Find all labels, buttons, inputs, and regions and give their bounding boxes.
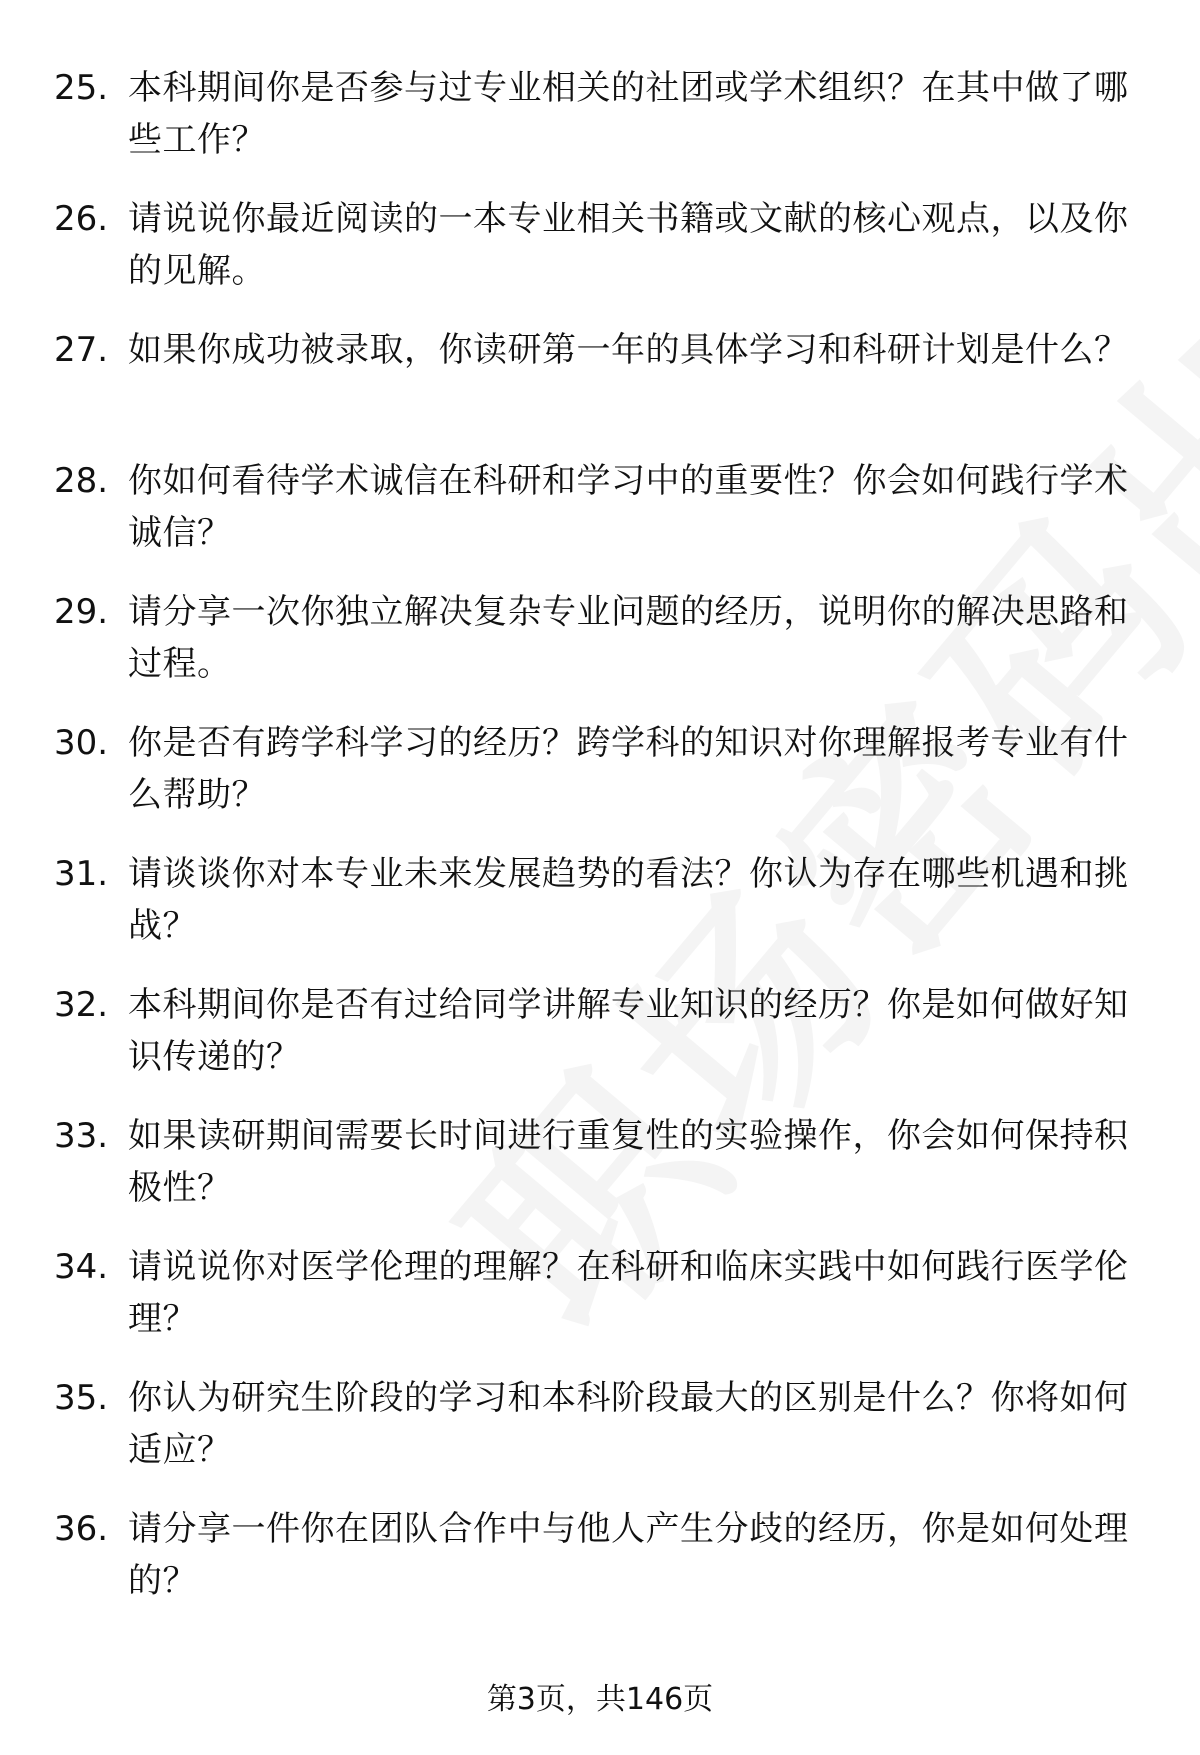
question-text: 本科期间你是否有过给同学讲解专业知识的经历？你是如何做好知识传递的？ [128, 985, 1129, 1077]
question-text: 请分享一次你独立解决复杂专业问题的经历，说明你的解决思路和过程。 [128, 592, 1129, 684]
question-item [0, 848, 1200, 979]
question-item [0, 586, 1200, 717]
question-number: 26. [54, 199, 109, 239]
question-text: 如果读研期间需要长时间进行重复性的实验操作，你会如何保持积极性？ [128, 1116, 1129, 1208]
question-item [0, 717, 1200, 848]
question-item [0, 1503, 1200, 1634]
question-item [0, 455, 1200, 586]
question-text: 你如何看待学术诚信在科研和学习中的重要性？你会如何践行学术诚信？ [128, 461, 1129, 553]
question-number: 30. [54, 723, 109, 763]
question-number: 31. [54, 854, 109, 894]
question-number: 25. [54, 68, 109, 108]
question-text: 请说说你最近阅读的一本专业相关书籍或文献的核心观点，以及你的见解。 [128, 199, 1129, 291]
question-number: 34. [54, 1247, 109, 1287]
question-number: 27. [54, 330, 109, 370]
question-text: 请谈谈你对本专业未来发展趋势的看法？你认为存在哪些机遇和挑战？ [128, 854, 1129, 946]
question-text: 请说说你对医学伦理的理解？在科研和临床实践中如何践行医学伦理？ [128, 1247, 1129, 1339]
question-text: 请分享一件你在团队合作中与他人产生分歧的经历，你是如何处理的？ [128, 1509, 1129, 1601]
question-item [0, 324, 1200, 455]
question-item [0, 62, 1200, 193]
question-text: 本科期间你是否参与过专业相关的社团或学术组织？在其中做了哪些工作？ [128, 68, 1129, 160]
question-number: 28. [54, 461, 109, 501]
question-item [0, 193, 1200, 324]
question-item [0, 1110, 1200, 1241]
question-text: 你认为研究生阶段的学习和本科阶段最大的区别是什么？你将如何适应？ [128, 1378, 1129, 1470]
question-number: 33. [54, 1116, 109, 1156]
question-list [0, 62, 1200, 1634]
question-text: 你是否有跨学科学习的经历？跨学科的知识对你理解报考专业有什么帮助？ [128, 723, 1129, 815]
question-item [0, 1241, 1200, 1372]
question-item [0, 1372, 1200, 1503]
question-text: 如果你成功被录取，你读研第一年的具体学习和科研计划是什么？ [128, 330, 1129, 370]
question-number: 36. [54, 1509, 109, 1549]
question-number: 29. [54, 592, 109, 632]
question-number: 32. [54, 985, 109, 1025]
page-footer: 第3页，共146页 [486, 1682, 714, 1717]
question-number: 35. [54, 1378, 109, 1418]
question-item [0, 979, 1200, 1110]
